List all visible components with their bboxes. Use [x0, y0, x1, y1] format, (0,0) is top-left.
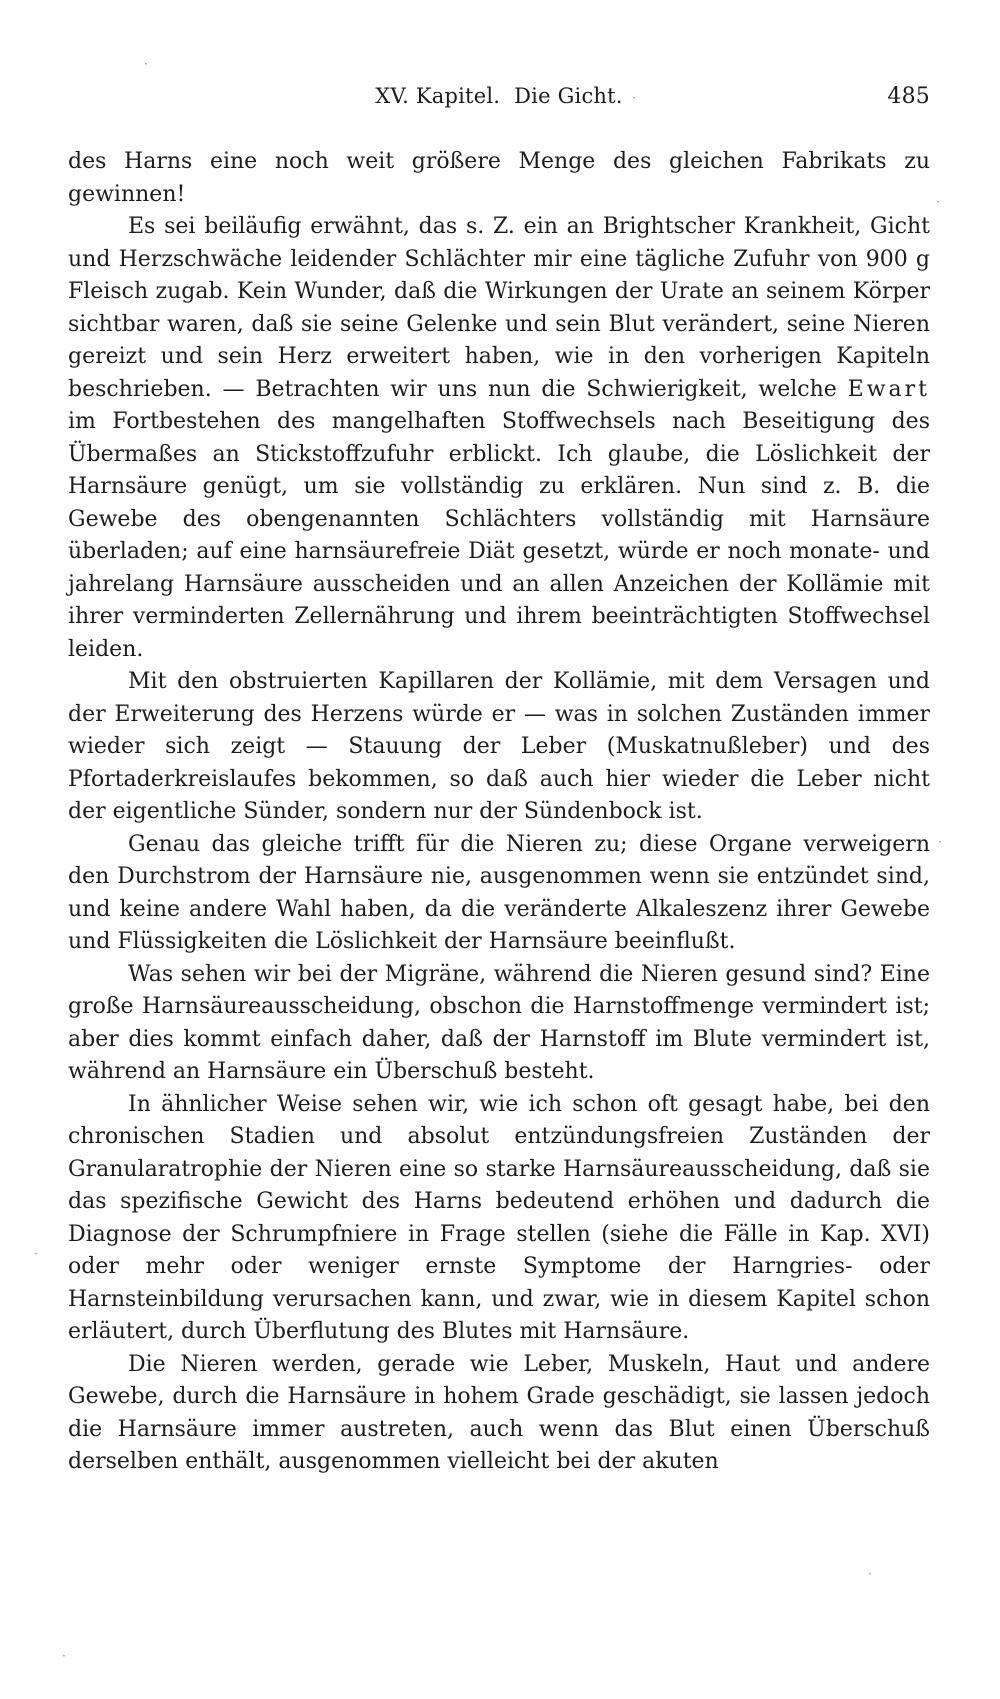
scan-speck: ·: [62, 1649, 66, 1663]
paragraph-kollaemie: Mit den obstruierten Kapillaren der Kollämie, mit dem Versagen und der Erweiterung des Herzens würde er — was in solchen Zuständen immer wieder sich zeigt — Stauung der Leber (Muskatnußleber) und des Pfortaderkreislaufes bekommen, so daß auch hier wieder die Leber nicht der eigentliche Sünder, sondern nur der Sündenbock ist.: [68, 669, 930, 824]
paragraph-text: im Fortbestehen des mangelhaften Stoffwechsels nach Beseitigung des Übermaßes an Stickstoffzufuhr erblickt. Ich glaube, die Löslichkeit der Harnsäure genügt, um sie vollständig zu erklären. Nun sind z. B. die Gewebe des obengenannten Schlächters vollständig mit Harnsäure überladen; auf eine harnsäurefreie Diät gesetzt, würde er noch monate- und jahrelang Harnsäure ausscheiden und an allen Anzeichen der Kollämie mit ihrer verminderten Zellernährung und ihrem beeinträchtigten Stoffwechsel leiden.: [68, 409, 930, 662]
chapter-label: XV. Kapitel.: [375, 84, 501, 108]
running-head: [68, 84, 930, 116]
scan-speck: ·: [938, 835, 942, 849]
paragraph-schaedigung: Die Nieren werden, gerade wie Leber, Muskeln, Haut und andere Gewebe, durch die Harnsäure in hohem Grade geschädigt, sie lassen jedoch die Harnsäure immer austreten, auch wenn das Blut einen Überschuß derselben enthält, ausgenommen vielleicht bei der akuten: [68, 1351, 930, 1474]
running-title: [68, 84, 930, 108]
paragraph-granularatrophie: In ähnlicher Weise sehen wir, wie ich schon oft gesagt habe, bei den chronischen Stadien und absolut entzündungsfreien Zuständen der Granularatrophie der Nieren eine so starke Harnsäureausscheidung, daß sie das spezifische Gewicht des Harns bedeutend erhöhen und dadurch die Diagnose der Schrumpfniere in Frage stellen (siehe die Fälle in Kap. XVI) oder mehr oder weniger ernste Symptome der Harngries- oder Harnsteinbildung verursachen kann, und zwar, wie in diesem Kapitel schon erläutert, durch Überflutung des Blutes mit Harnsäure.: [68, 1091, 930, 1344]
scan-speck: ·: [868, 1567, 872, 1581]
scan-speck: ·: [632, 91, 636, 105]
scan-speck: ·: [34, 1247, 38, 1261]
paragraph-text: Es sei beiläufig erwähnt, das s. Z. ein an Brightscher Krankheit, Gicht und Herzschwäche leidender Schlächter mir eine tägliche Zufuhr von 900 g Fleisch zugab. Kein Wunder, daß die Wirkungen der Urate an seinem Körper sichtbar waren, daß sie seine Gelenke und sein Blut verändert, seine Nieren gereizt und sein Herz erweitert haben, wie in den vorherigen Kapiteln beschrieben. — Betrachten wir uns nun die Schwierigkeit, welche: [68, 214, 930, 402]
author-name-emphasis: Ewart: [847, 376, 931, 402]
body-text: [68, 146, 930, 1479]
page-number: 485: [887, 84, 930, 109]
paragraph-migraene: Was sehen wir bei der Migräne, während die Nieren gesund sind? Eine große Harnsäureausscheidung, obschon die Harnstoffmenge vermindert ist; aber dies kommt einfach daher, daß der Harnstoff im Blute vermindert ist, während an Harnsäure ein Überschuß besteht.: [68, 961, 930, 1084]
paragraph-nieren: Genau das gleiche trifft für die Nieren zu; diese Organe verweigern den Durchstrom der Harnsäure nie, ausgenommen wenn sie entzündet sind, und keine andere Wahl haben, da die veränderte Alkaleszenz ihrer Gewebe und Flüssigkeiten die Löslichkeit der Harnsäure beeinflußt.: [68, 831, 930, 954]
scan-speck: ·: [936, 195, 940, 209]
scan-speck: ·: [144, 57, 148, 71]
paragraph-continuation: des Harns eine noch weit größere Menge des gleichen Fabrikats zu gewinnen!: [68, 149, 930, 207]
chapter-title: Die Gicht.: [514, 84, 623, 108]
paragraph-schlaechter: [68, 211, 930, 666]
